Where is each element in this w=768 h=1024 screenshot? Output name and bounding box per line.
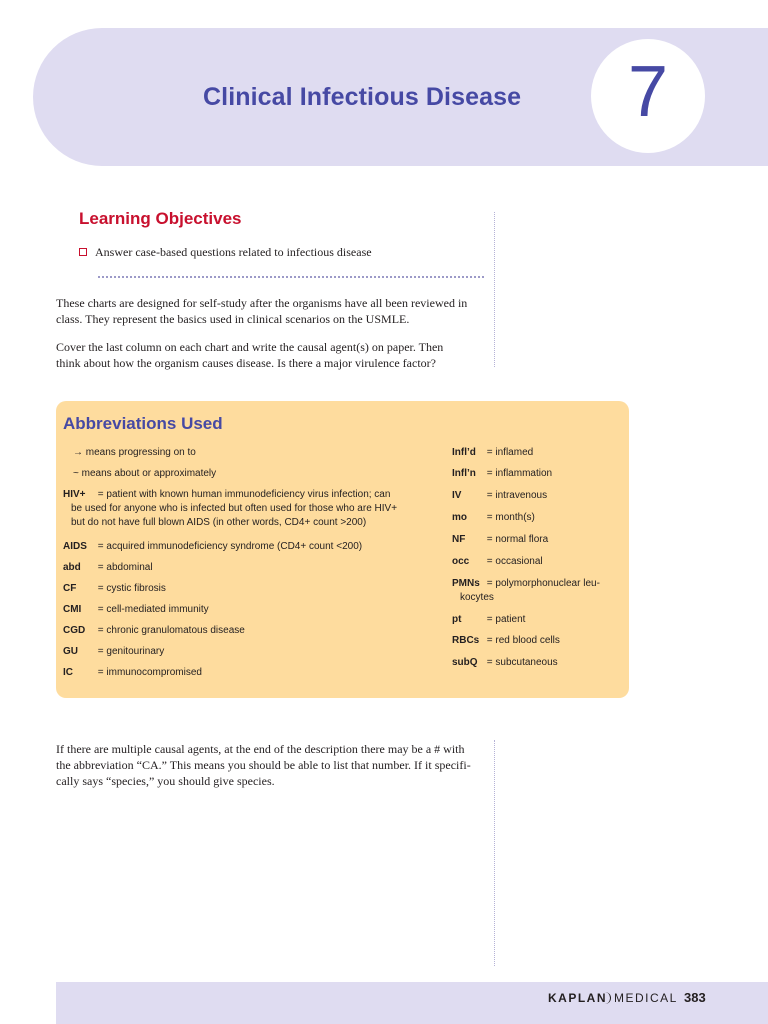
abbr-definition: but do not have full blown AIDS (in other words, CD4+ count >200) xyxy=(71,517,367,528)
abbr-definition: = patient with known human immunodeficiency virus infection; can xyxy=(97,489,391,500)
abbr-term: CF xyxy=(63,583,77,594)
abbr-term: ~ xyxy=(73,468,79,479)
abbr-definition: = month(s) xyxy=(486,512,535,523)
abbr-entry xyxy=(63,624,245,638)
abbr-entry xyxy=(452,656,558,670)
abbr-term: occ xyxy=(452,556,470,567)
abbr-entry xyxy=(63,582,166,596)
closing-line: cally says “species,” you should give species. xyxy=(56,774,275,788)
abbr-term: → xyxy=(73,447,83,458)
abbr-definition: = red blood cells xyxy=(486,635,560,646)
abbr-entry xyxy=(73,467,216,481)
abbr-term: subQ xyxy=(452,657,478,668)
abbr-term: AIDS xyxy=(63,541,87,552)
abbr-entry xyxy=(452,555,543,569)
abbr-entry-continued xyxy=(71,516,366,530)
intro-p1-line: class. They represent the basics used in clinical scenarios on the USMLE. xyxy=(56,312,410,326)
abbr-entry xyxy=(452,613,525,627)
abbr-term: IC xyxy=(63,667,73,678)
chapter-title: Clinical Infectious Disease xyxy=(203,83,522,111)
abbr-entry-continued xyxy=(460,591,494,605)
abbr-entry xyxy=(452,489,547,503)
chapter-number-badge xyxy=(591,39,705,153)
abbr-entry xyxy=(63,561,153,575)
abbr-definition: = polymorphonuclear leu- xyxy=(486,578,600,589)
objective-item xyxy=(79,244,372,260)
learning-objectives-title: Learning Objectives xyxy=(79,209,242,228)
margin-divider-top xyxy=(494,212,495,367)
abbr-term: CMI xyxy=(63,604,82,615)
objective-text: Answer case-based questions related to infectious disease xyxy=(95,245,372,259)
intro-p2-line: think about how the organism causes disease. Is there a major virulence factor? xyxy=(56,356,436,370)
abbr-term: mo xyxy=(452,512,467,523)
abbr-term: PMNs xyxy=(452,578,480,589)
abbr-term: CGD xyxy=(63,625,86,636)
abbr-term: GU xyxy=(63,646,78,657)
abbr-entry xyxy=(452,634,560,648)
abbr-entry xyxy=(63,488,390,502)
abbr-definition: means progressing on to xyxy=(85,447,196,458)
intro-paragraph-2 xyxy=(56,339,484,371)
intro-paragraph-1 xyxy=(56,295,484,327)
closing-line: the abbreviation “CA.” This means you should be able to list that number. If it specifi- xyxy=(56,758,471,772)
intro-p2-line: Cover the last column on each chart and write the causal agent(s) on paper. Then xyxy=(56,340,444,354)
abbr-entry xyxy=(452,533,548,547)
abbr-entry xyxy=(63,603,209,617)
intro-p1-line: These charts are designed for self-study after the organisms have all been reviewed in xyxy=(56,296,468,310)
publisher-brand: KAPLAN xyxy=(548,991,607,1005)
abbr-term: abd xyxy=(63,562,81,573)
abbr-term: Infl’d xyxy=(452,447,476,458)
abbr-definition: = normal flora xyxy=(486,534,549,545)
abbr-definition: = cystic fibrosis xyxy=(97,583,166,594)
publisher-sub: MEDICAL xyxy=(614,991,678,1005)
publisher-logo xyxy=(548,991,678,1005)
checkbox-icon xyxy=(79,248,87,256)
abbr-term: pt xyxy=(452,614,462,625)
abbr-definition: = inflammation xyxy=(486,468,553,479)
abbr-term: NF xyxy=(452,534,466,545)
abbr-definition: = immunocompromised xyxy=(97,667,202,678)
objectives-divider xyxy=(98,276,484,278)
abbr-entry xyxy=(452,511,535,525)
abbreviations-title: Abbreviations Used xyxy=(63,414,223,433)
abbr-entry xyxy=(452,467,552,481)
abbr-entry xyxy=(63,540,362,554)
abbr-definition: = intravenous xyxy=(486,490,548,501)
abbr-definition: = inflamed xyxy=(486,447,534,458)
abbr-definition: = occasional xyxy=(486,556,543,567)
abbr-definition: = subcutaneous xyxy=(486,657,558,668)
abbr-definition: means about or approximately xyxy=(81,468,217,479)
abbr-entry xyxy=(63,666,202,680)
logo-arc-icon xyxy=(605,992,611,1004)
abbr-term: IV xyxy=(452,490,462,501)
abbr-definition: be used for anyone who is infected but often used for those who are HIV+ xyxy=(71,503,398,514)
closing-line: If there are multiple causal agents, at the end of the description there may be a # with xyxy=(56,742,465,756)
abbr-term: RBCs xyxy=(452,635,480,646)
abbr-definition: = acquired immunodeficiency syndrome (CD4+ count <200) xyxy=(97,541,363,552)
abbr-term: Infl’n xyxy=(452,468,476,479)
abbr-definition: = genitourinary xyxy=(97,646,165,657)
abbr-term: HIV+ xyxy=(63,489,86,500)
abbr-definition: = chronic granulomatous disease xyxy=(97,625,245,636)
abbr-entry xyxy=(73,446,196,460)
abbr-entry xyxy=(452,446,533,460)
abbr-definition: = patient xyxy=(486,614,526,625)
closing-paragraph xyxy=(56,741,484,789)
abbr-definition: = abdominal xyxy=(97,562,153,573)
abbr-definition: kocytes xyxy=(460,592,494,603)
page-number: 383 xyxy=(684,990,706,1005)
margin-divider-bottom xyxy=(494,740,495,966)
abbr-entry xyxy=(63,645,164,659)
abbr-entry-continued xyxy=(71,502,397,516)
chapter-number: 7 xyxy=(627,52,669,132)
abbr-entry xyxy=(452,577,600,591)
abbr-definition: = cell-mediated immunity xyxy=(97,604,209,615)
